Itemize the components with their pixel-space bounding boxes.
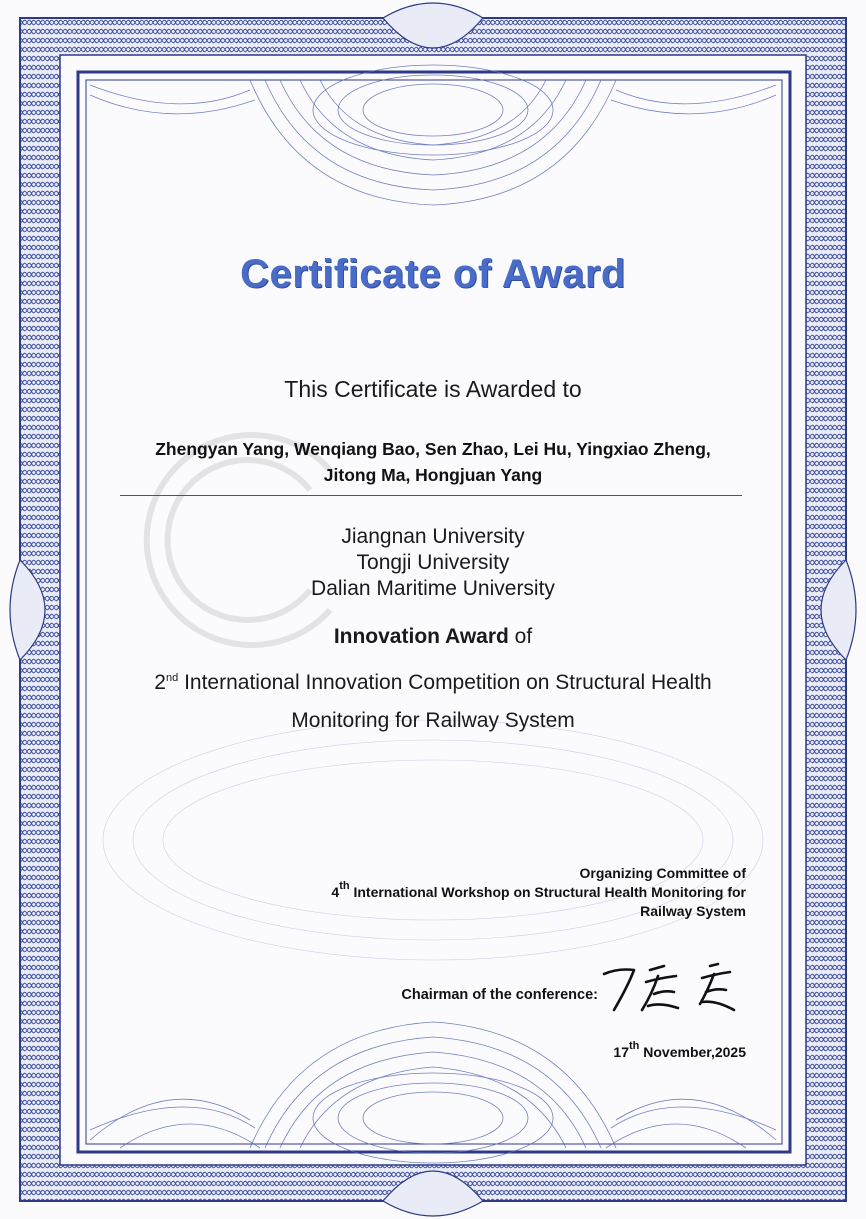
recipient-names-line-1: Zhengyan Yang, Wenqiang Bao, Sen Zhao, Lei Hu, Yingxiao Zheng, xyxy=(155,439,711,459)
chairman-signature xyxy=(598,960,748,1020)
date-day: 17 xyxy=(613,1044,629,1060)
award-name: Innovation Award xyxy=(333,625,509,648)
organizer-line-3: Railway System xyxy=(640,903,746,919)
chairman-label: Chairman of the conference: xyxy=(401,987,598,1003)
competition-line-2: Monitoring for Railway System xyxy=(291,709,575,732)
divider-line xyxy=(120,495,742,496)
award-date xyxy=(613,1040,746,1060)
award-line xyxy=(0,625,866,649)
recipient-names-line-2: Jitong Ma, Hongjuan Yang xyxy=(323,465,543,485)
organizer-block xyxy=(331,864,746,921)
competition-ordinal-suffix: nd xyxy=(165,672,179,684)
organizer-line-2 xyxy=(331,880,746,902)
competition-line-1-text: International Innovation Competition on Structural Health xyxy=(184,671,712,694)
competition-ordinal-number: 2 xyxy=(154,671,166,694)
award-of: of xyxy=(514,625,533,648)
university-item: Tongji University xyxy=(356,551,510,574)
competition-name xyxy=(0,664,866,740)
organizer-ordinal-suffix: th xyxy=(339,880,350,892)
date-rest: November,2025 xyxy=(643,1044,746,1060)
awarded-to-label: This Certificate is Awarded to xyxy=(284,376,582,402)
organizer-line-1: Organizing Committee of xyxy=(579,865,746,881)
organizer-line-2-text: International Workshop on Structural Health Monitoring for xyxy=(353,884,746,900)
recipient-names xyxy=(0,436,866,488)
date-suffix: th xyxy=(628,1040,640,1052)
university-list xyxy=(0,524,866,602)
competition-line-1 xyxy=(0,664,866,702)
university-item: Jiangnan University xyxy=(341,525,525,548)
university-item: Dalian Maritime University xyxy=(311,577,555,600)
organizer-ordinal-number: 4 xyxy=(331,884,340,900)
certificate-title: Certificate of Award xyxy=(240,252,626,296)
